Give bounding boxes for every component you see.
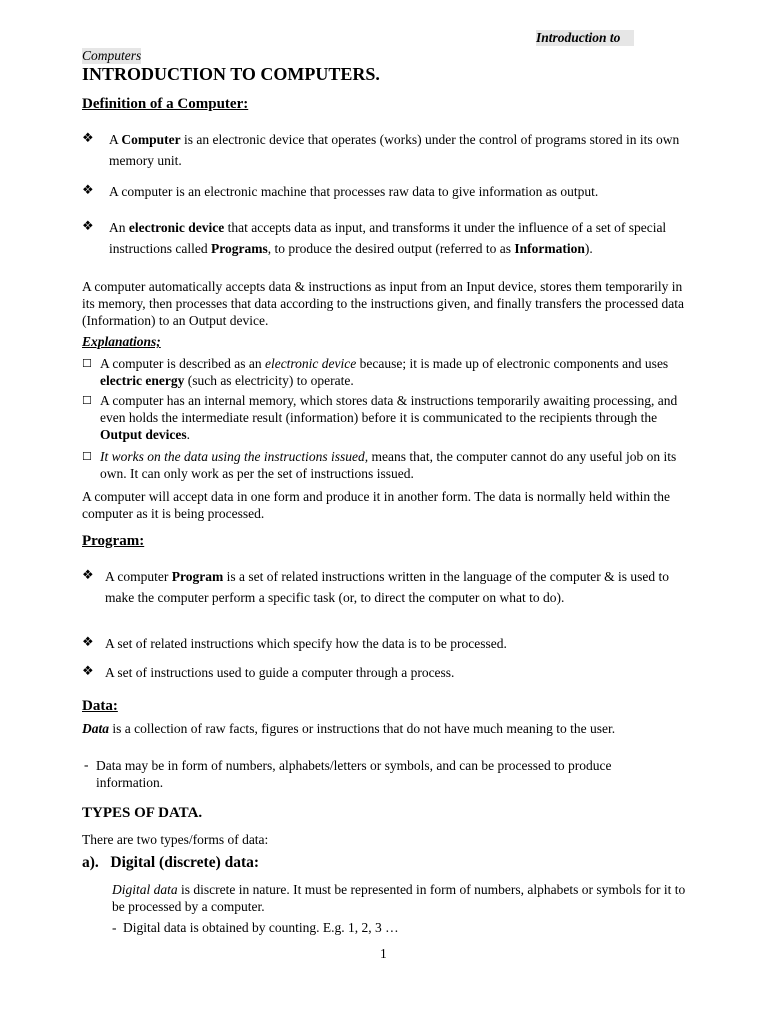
dash-marker: - [84, 757, 89, 772]
paragraph-2: A computer will accept data in one form and produce it in another form. The data is normally held within the computer as it is being processed. [82, 489, 670, 521]
bullet-icon: ❖ [82, 131, 94, 146]
types-heading: TYPES OF DATA. [82, 805, 203, 821]
definition-bullet-2: A computer is an electronic machine that processes raw data to give information as output. [109, 184, 599, 199]
header-right: Introduction to [536, 30, 634, 46]
explanations-heading: Explanations; [82, 334, 161, 349]
bullet-icon: ❖ [82, 183, 94, 198]
bullet-icon: ❖ [82, 635, 94, 650]
page-number: 1 [380, 946, 387, 961]
dash-marker: - [112, 920, 117, 935]
bullet-icon: ❖ [82, 219, 94, 234]
bullet-icon: ❖ [82, 568, 94, 583]
definition-bullet-1: A Computer is an electronic device that operates (works) under the control of programs stored in its own memory unit. [109, 132, 680, 168]
program-bullet-2: A set of related instructions which specify how the data is to be processed. [105, 636, 507, 651]
checkbox-icon: ☐ [82, 357, 92, 370]
definition-heading: Definition of a Computer: [82, 96, 249, 112]
bullet-icon: ❖ [82, 664, 94, 679]
explanation-2: A computer has an internal memory, which stores data & instructions temporarily awaiting processing, and even holds the intermediate result (information) before it is communicated to the recipients through the Output devices. [100, 393, 678, 442]
checkbox-icon: ☐ [82, 394, 92, 407]
explanation-1: A computer is described as an electronic device because; it is made up of electronic components and uses electric energy (such as electricity) to operate. [100, 356, 669, 388]
program-heading: Program: [82, 533, 145, 549]
definition-bullet-3: An electronic device that accepts data as input, and transforms it under the influence of a set of special instructions called Programs, to produce the desired output (referred to as Information). [109, 220, 667, 256]
digital-heading: a). Digital (discrete) data: [82, 854, 260, 871]
page-title: INTRODUCTION TO COMPUTERS. [82, 64, 380, 84]
checkbox-icon: ☐ [82, 450, 92, 463]
digital-definition: Digital data is discrete in nature. It must be represented in form of numbers, alphabets or symbols for it to be processed by a computer. [112, 882, 686, 914]
digital-dash-item: Digital data is obtained by counting. E.g. 1, 2, 3 … [123, 920, 399, 935]
program-bullet-3: A set of instructions used to guide a computer through a process. [105, 665, 455, 680]
paragraph-1: A computer automatically accepts data & instructions as input from an Input device, stores them temporarily in its memory, then processes that data according to the instructions given, and finally transfers the processed data (Information) to an Output device. [82, 279, 684, 328]
data-dash-item: Data may be in form of numbers, alphabets/letters or symbols, and can be processed to produce information. [96, 758, 612, 790]
data-definition: Data is a collection of raw facts, figures or instructions that do not have much meaning to the user. [82, 721, 616, 736]
types-intro: There are two types/forms of data: [82, 832, 269, 847]
header-left: Computers [82, 48, 142, 63]
data-heading: Data: [82, 698, 118, 714]
explanation-3: It works on the data using the instructions issued, means that, the computer cannot do any useful job on its own. It can only work as per the set of instructions issued. [100, 449, 677, 481]
program-bullet-1: A computer Program is a set of related instructions written in the language of the computer & is used to make the computer perform a specific task (or, to direct the computer on what to do). [105, 569, 669, 605]
